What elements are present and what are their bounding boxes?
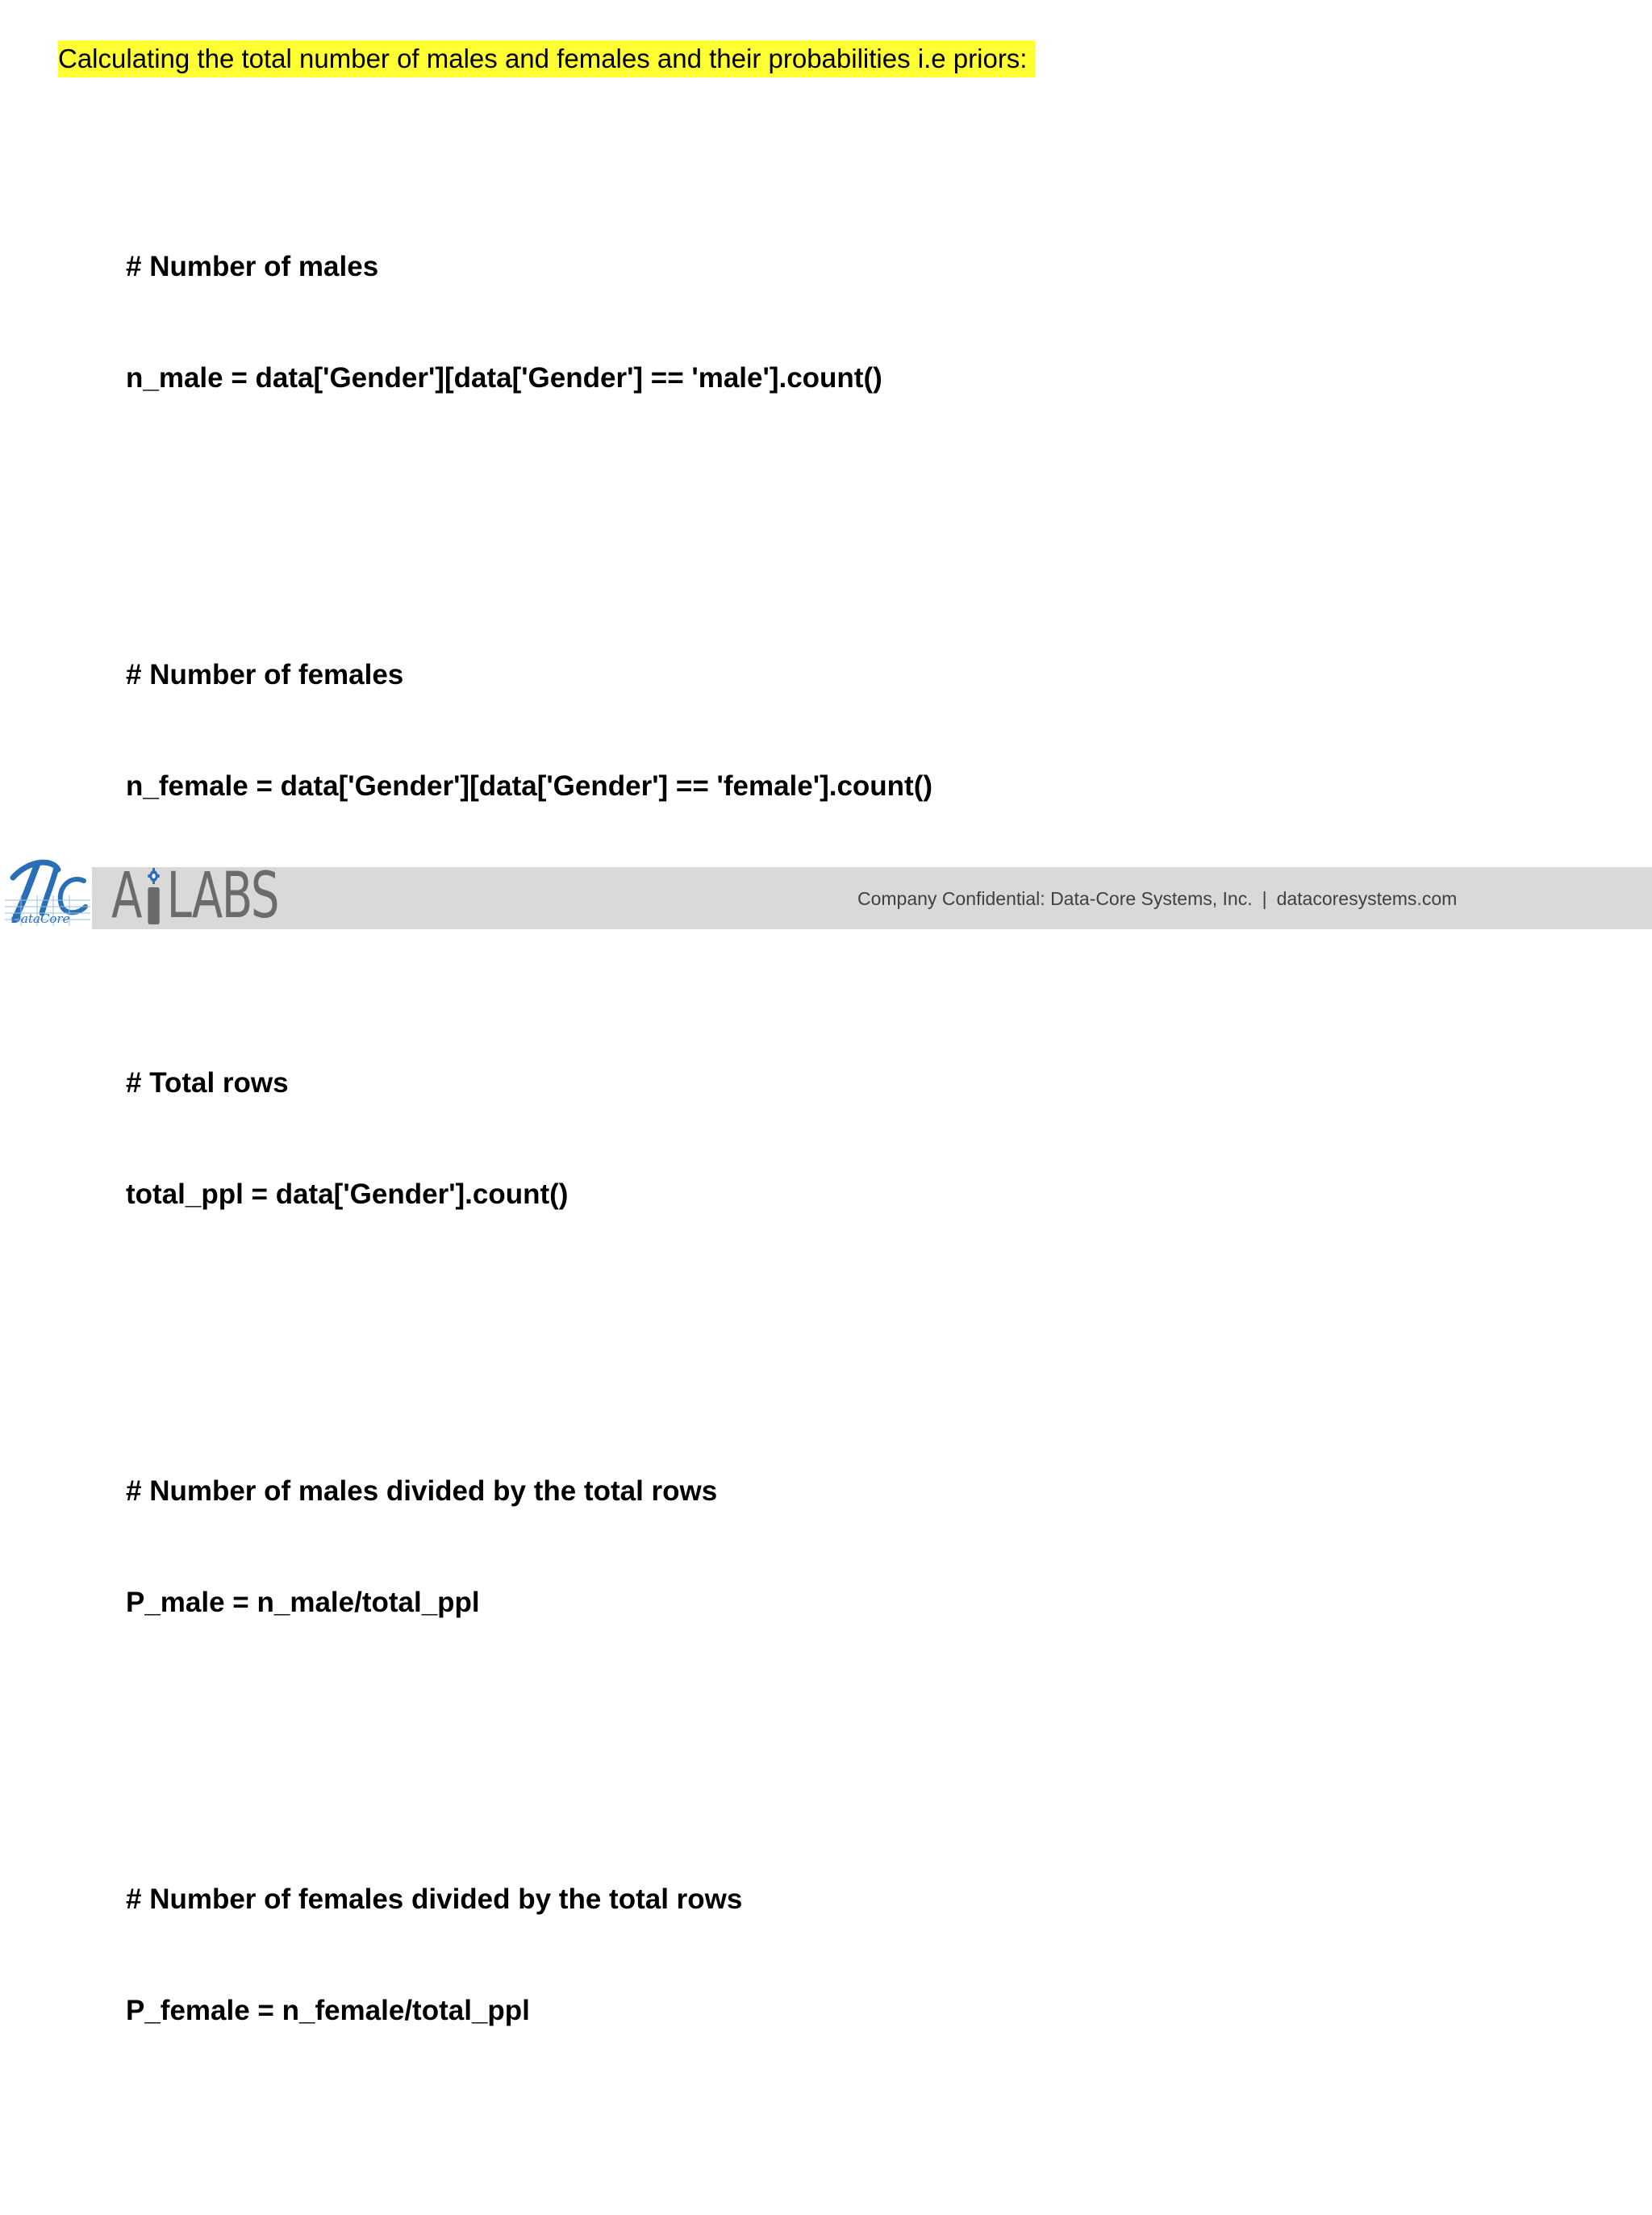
code-group-females: [126, 582, 932, 879]
brand-letter-a: A: [111, 860, 141, 932]
code-group-p-male: [126, 1399, 932, 1696]
code-group-p-female: [126, 1807, 932, 2104]
brand-word-labs: LABS: [166, 860, 279, 932]
datacore-logo-icon: [5, 853, 90, 928]
code-statement: P_female = n_female/total_ppl: [126, 1995, 530, 2026]
company-website: datacoresystems.com: [1276, 888, 1458, 909]
footer-separator: |: [1262, 888, 1267, 909]
footer-confidential: [857, 886, 1457, 911]
code-statement: total_ppl = data['Gender'].count(): [126, 1178, 569, 1210]
code-statement: n_male = data['Gender'][data['Gender'] == 'male'].count(): [126, 362, 882, 394]
slide-heading: Calculating the total number of males and females and their probabilities i.e priors:: [58, 40, 1035, 77]
code-comment: # Total rows: [126, 1067, 289, 1099]
logo-wordmark: DataCore: [11, 911, 70, 926]
code-comment: # Number of females divided by the total rows: [126, 1883, 743, 1915]
code-group-total: [126, 991, 932, 1287]
code-comment: # Number of males: [126, 251, 379, 282]
code-comment: # Number of males divided by the total rows: [126, 1475, 718, 1507]
code-group-males: [126, 174, 932, 471]
code-comment: # Number of females: [126, 659, 404, 690]
code-statement: n_female = data['Gender'][data['Gender'] == 'female'].count(): [126, 770, 933, 802]
gear-person-icon: [144, 868, 165, 926]
code-statement: P_male = n_male/total_ppl: [126, 1587, 480, 1618]
company-notice: Company Confidential: Data-Core Systems, Inc.: [857, 888, 1253, 909]
ailabs-brand: [111, 860, 279, 932]
code-block: [126, 100, 932, 2215]
